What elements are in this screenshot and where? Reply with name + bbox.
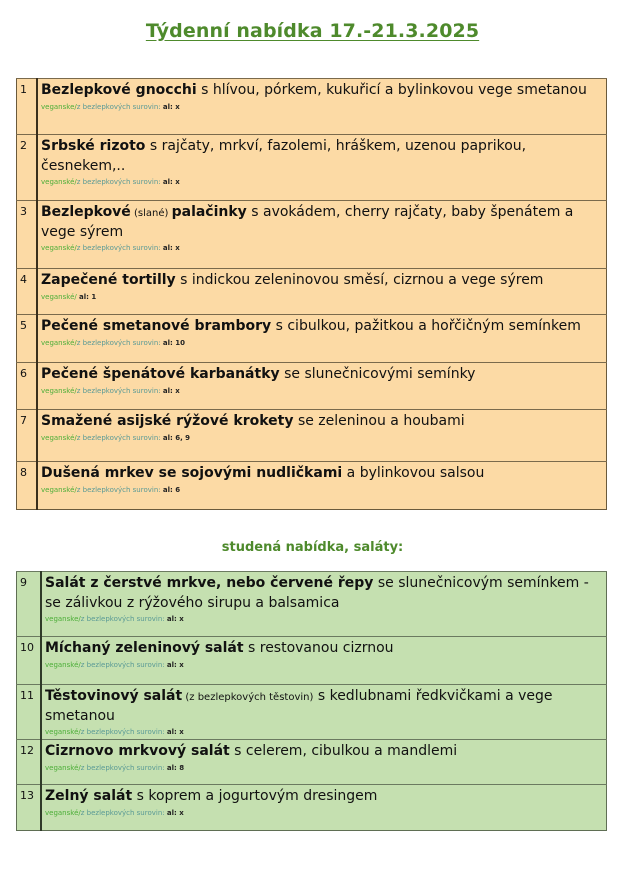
allergens: al: x [166, 661, 184, 669]
item-description [41, 637, 607, 685]
vegan-label: veganské/ [41, 387, 77, 395]
item-number: 13 [17, 785, 42, 831]
dish-ingredients: s celerem, cibulkou a mandlemi [229, 743, 458, 759]
menu-row [17, 363, 607, 410]
cold-section-title: studená nabídka, saláty: [221, 540, 404, 555]
item-description [41, 740, 607, 785]
dish-text [41, 271, 602, 291]
dish-name: Bezlepkové gnocchi [41, 82, 197, 98]
dish-text [41, 137, 602, 176]
allergens: al: x [162, 387, 180, 395]
item-description [41, 685, 607, 740]
diet-info [41, 292, 602, 302]
menu-row [17, 462, 607, 510]
item-description [37, 462, 607, 510]
menu-row [17, 410, 607, 462]
vegan-label: veganské/ [45, 764, 81, 772]
vegan-label: veganské/ [41, 244, 77, 252]
dish-name: Cizrnovo mrkvový salát [45, 743, 230, 759]
menu-row [17, 269, 607, 315]
allergens: al: 1 [78, 293, 97, 301]
menu-row [17, 637, 607, 685]
diet-info [41, 485, 602, 495]
diet-info [41, 338, 602, 348]
dish-name: Bezlepkové [41, 204, 131, 220]
menu-row [17, 79, 607, 135]
allergens: al: 6 [162, 486, 181, 494]
dish-ingredients: s cibulkou, pažitkou a hořčičným semínkem [271, 318, 581, 334]
allergens: al: 6, 9 [162, 434, 191, 442]
item-number: 1 [17, 79, 38, 135]
vegan-label: veganské/ [45, 661, 81, 669]
menu-row [17, 785, 607, 831]
dish-name-cont: palačinky [171, 204, 247, 220]
dish-text [41, 81, 602, 101]
gluten-free-label: z bezlepkových surovin: [76, 339, 163, 347]
dish-ingredients: s indickou zeleninovou směsí, cizrnou a vege sýrem [175, 272, 544, 288]
vegan-label: veganske/ [45, 615, 81, 623]
dish-note: (z bezlepkových těstovin) [182, 692, 314, 703]
dish-text [41, 464, 602, 484]
allergens: al: x [162, 103, 180, 111]
diet-info [41, 243, 602, 253]
dish-ingredients: se zeleninou a houbami [293, 413, 465, 429]
dish-ingredients: s restovanou cizrnou [243, 640, 394, 656]
item-number: 11 [17, 685, 42, 740]
allergens: al: x [162, 244, 180, 252]
allergens: al: 8 [166, 764, 185, 772]
dish-ingredients: se slunečnicovými semínky [279, 366, 476, 382]
allergens: al: x [166, 809, 184, 817]
dish-name: Smažené asijské rýžové krokety [41, 413, 294, 429]
item-description [37, 201, 607, 269]
item-description [37, 79, 607, 135]
cold-menu-table [16, 571, 607, 831]
dish-text [45, 787, 602, 807]
vegan-label: veganské/ [41, 293, 77, 301]
dish-name: Zelný salát [45, 788, 133, 804]
dish-text [45, 687, 602, 726]
dish-name: Pečené smetanové brambory [41, 318, 272, 334]
gluten-free-label: z bezlepkových surovin: [80, 728, 167, 736]
gluten-free-label: z bezlepkových surovin: [76, 244, 163, 252]
item-number: 12 [17, 740, 42, 785]
gluten-free-label: z bezlepkových surovin: [76, 387, 163, 395]
diet-info [41, 433, 602, 443]
item-number: 2 [17, 135, 38, 201]
gluten-free-label: z bezlepkových surovin: [76, 178, 163, 186]
dish-name: Salát z čerstvé mrkve, nebo červené řepy [45, 575, 374, 591]
dish-name: Zapečené tortilly [41, 272, 176, 288]
diet-info [41, 177, 602, 187]
dish-name: Srbské rizoto [41, 138, 146, 154]
diet-info [45, 660, 602, 670]
item-description [37, 410, 607, 462]
diet-info [45, 614, 602, 624]
gluten-free-label: z bezlepkových surovin: [76, 434, 163, 442]
vegan-label: veganské/ [45, 728, 81, 736]
item-number: 3 [17, 201, 38, 269]
item-number: 7 [17, 410, 38, 462]
dish-ingredients: s koprem a jogurtovým dresingem [132, 788, 378, 804]
gluten-free-label: z bezlepkových surovin: [80, 764, 167, 772]
dish-text [41, 203, 602, 242]
item-description [37, 269, 607, 315]
dish-text [45, 574, 602, 613]
item-number: 10 [17, 637, 42, 685]
menu-row [17, 201, 607, 269]
item-number: 9 [17, 572, 42, 637]
dish-name: Pečené špenátové karbanátky [41, 366, 280, 382]
dish-ingredients: s rajčaty, mrkví, fazolemi, hráškem, uzenou paprikou, česnekem,.. [41, 138, 527, 174]
dish-ingredients: a bylinkovou salsou [342, 465, 485, 481]
dish-text [45, 639, 602, 659]
dish-ingredients: s avokádem, cherry rajčaty, baby špenátem a vege sýrem [41, 204, 574, 240]
item-number: 5 [17, 315, 38, 363]
dish-text [41, 412, 602, 432]
allergens: al: x [162, 178, 180, 186]
diet-info [41, 102, 602, 112]
item-description [37, 315, 607, 363]
diet-info [45, 727, 602, 737]
menu-row [17, 740, 607, 785]
vegan-label: veganské/ [45, 809, 81, 817]
dish-ingredients: s kedlubnami ředkvičkami a vege smetanou [45, 688, 553, 724]
vegan-label: veganske/ [41, 103, 77, 111]
item-description [41, 785, 607, 831]
diet-info [45, 763, 602, 773]
item-description [41, 572, 607, 637]
dish-text [41, 317, 602, 337]
dish-ingredients: se slunečnicovým semínkem - se zálivkou z rýžového sirupu a balsamica [45, 575, 589, 611]
dish-name: Těstovinový salát [45, 688, 183, 704]
gluten-free-label: z bezlepkových surovin: [76, 103, 163, 111]
dish-name: Dušená mrkev se sojovými nudličkami [41, 465, 343, 481]
item-description [37, 363, 607, 410]
allergens: al: 10 [162, 339, 185, 347]
gluten-free-label: z bezlepkových surovin: [80, 809, 167, 817]
menu-row [17, 685, 607, 740]
menu-row [17, 315, 607, 363]
item-number: 6 [17, 363, 38, 410]
vegan-label: veganské/ [41, 486, 77, 494]
menu-row [17, 572, 607, 637]
dish-ingredients: s hlívou, pórkem, kukuřicí a bylinkovou vege smetanou [196, 82, 587, 98]
dish-text [41, 365, 602, 385]
page-title: Týdenní nabídka 17.-21.3.2025 [145, 20, 480, 42]
diet-info [41, 386, 602, 396]
gluten-free-label: z bezlepkových surovin: [76, 486, 163, 494]
dish-note: (slané) [130, 208, 172, 219]
item-description [37, 135, 607, 201]
gluten-free-label: z bezlepkových surovin: [80, 661, 167, 669]
vegan-label: veganské/ [41, 339, 77, 347]
item-number: 4 [17, 269, 38, 315]
hot-menu-table [16, 78, 607, 510]
dish-text [45, 742, 602, 762]
gluten-free-label: z bezlepkových surovin: [80, 615, 167, 623]
menu-row [17, 135, 607, 201]
vegan-label: veganské/ [41, 434, 77, 442]
vegan-label: veganské/ [41, 178, 77, 186]
allergens: al: x [166, 728, 184, 736]
item-number: 8 [17, 462, 38, 510]
allergens: al: x [166, 615, 184, 623]
diet-info [45, 808, 602, 818]
dish-name: Míchaný zeleninový salát [45, 640, 244, 656]
